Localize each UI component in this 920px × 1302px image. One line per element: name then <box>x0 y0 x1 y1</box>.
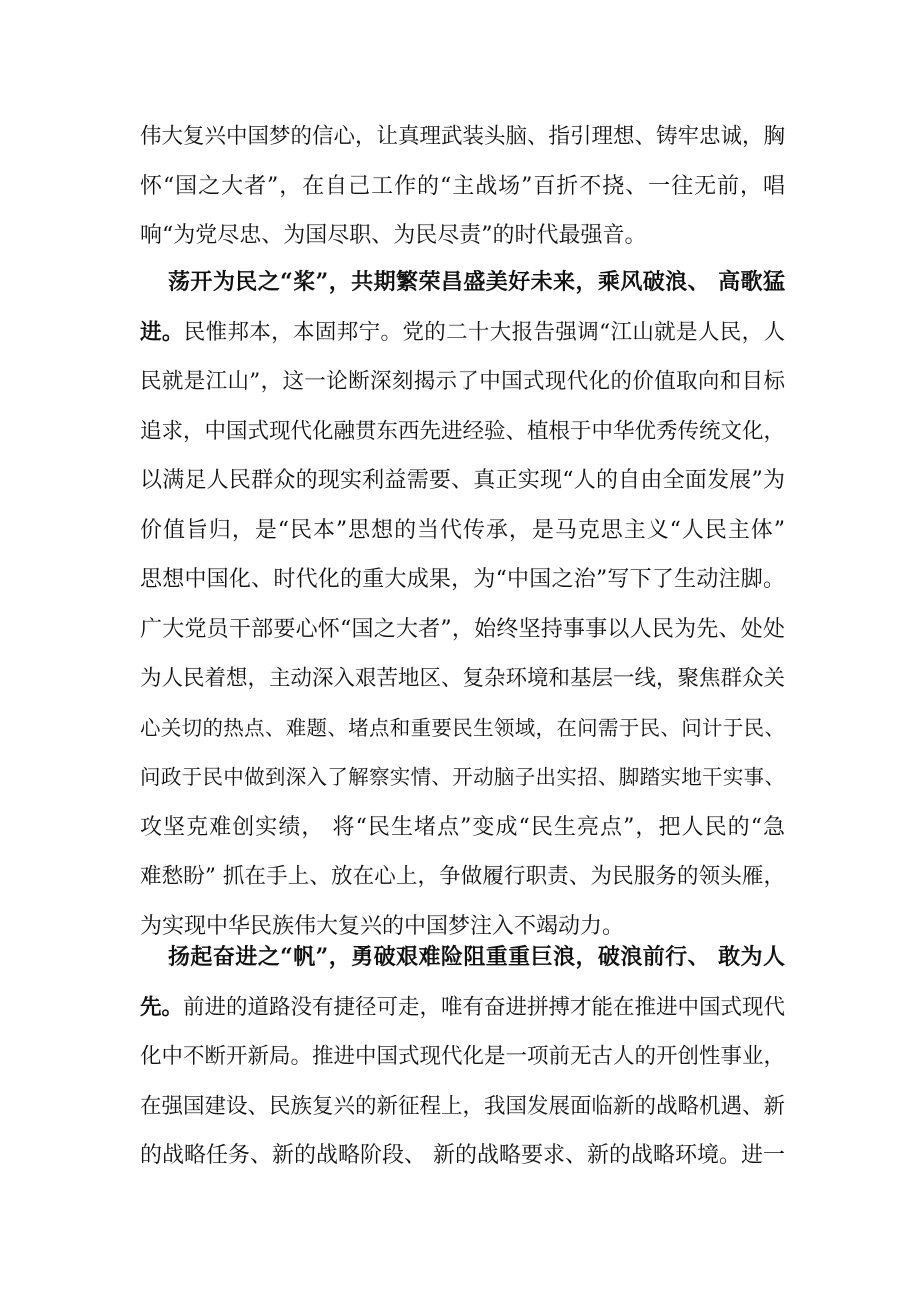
text-span: 民惟邦本，本固邦宁。党的二十大报告强调“江山就是人民，人 <box>183 319 785 345</box>
text-line: 伟大复兴中国梦的信心，让真理武装头脑、指引理想、铸牢忠诚，胸 <box>140 124 786 149</box>
text-line: 以满足人民群众的现实利益需要、真正实现“人的自由全面发展”为 <box>140 468 785 493</box>
text-line <box>140 983 785 1033</box>
text-line: 为实现中华民族伟大复兴的中国梦注入不竭动力。 <box>140 913 625 939</box>
text-line: 广大党员干部要心怀“国之大者”，始终坚持事事以人民为先、处处 <box>140 616 785 642</box>
paragraph-heading-end: 进。 <box>140 319 184 345</box>
text-line <box>140 308 785 358</box>
paragraph-heading-end: 先。 <box>140 994 184 1020</box>
text-line: 追求，中国式现代化融贯东西先进经验、植根于中华优秀传统文化， <box>140 418 786 444</box>
text-span: 前进的道路没有捷径可走，唯有奋进拼搏才能在推进中国式现代 <box>183 994 786 1020</box>
text-line: 怀“国之大者”，在自己工作的“主战场”百折不挠、一往无前，唱 <box>140 173 785 199</box>
text-line: 思想中国化、时代化的重大成果，为“中国之治”写下了生动注脚。 <box>140 567 785 592</box>
text-line: 化中不断开新局。推进中国式现代化是一项前无古人的开创性事业， <box>140 1044 786 1069</box>
text-line: 民就是江山”，这一论断深刻揭示了中国式现代化的价值取向和目标 <box>140 369 785 394</box>
paragraph-progress <box>140 933 785 1181</box>
text-line: 为人民着想，主动深入艰苦地区、复杂环境和基层一线，聚焦群众关 <box>140 666 786 691</box>
text-line: 攻坚克难创实绩， 将“民生堵点”变成“民生亮点”，把人民的“急 <box>140 814 785 840</box>
paragraph-heading: 扬起奋进之“帆”，勇破艰难险阻重重巨浪，破浪前行、 敢为人 <box>168 944 785 970</box>
text-line: 问政于民中做到深入了解察实情、开动脑子出实招、脚踏实地干实事、 <box>140 765 785 789</box>
text-line: 难愁盼” 抓在手上、放在心上，争做履行职责、为民服务的领头雁， <box>140 864 785 889</box>
text-line: 心关切的热点、难题、堵点和重要民生领域，在问需于民、问计于民、 <box>140 715 785 740</box>
text-line: 在强国建设、民族复兴的新征程上，我国发展面临新的战略机遇、新 <box>140 1093 786 1119</box>
text-line: 价值旨归，是“民本”思想的当代传承，是马克思主义“人民主体” <box>140 517 785 543</box>
text-line: 响“为党尽忠、为国尽职、为民尽责”的时代最强音。 <box>140 223 647 248</box>
paragraph-heading: 荡开为民之“桨”，共期繁荣昌盛美好未来，乘风破浪、 高歌猛 <box>168 269 785 295</box>
text-line: 的战略任务、新的战略阶段、 新的战略要求、新的战略环境。进一 <box>140 1143 785 1168</box>
paragraph-people <box>140 258 785 951</box>
paragraph-continuation <box>140 112 785 261</box>
